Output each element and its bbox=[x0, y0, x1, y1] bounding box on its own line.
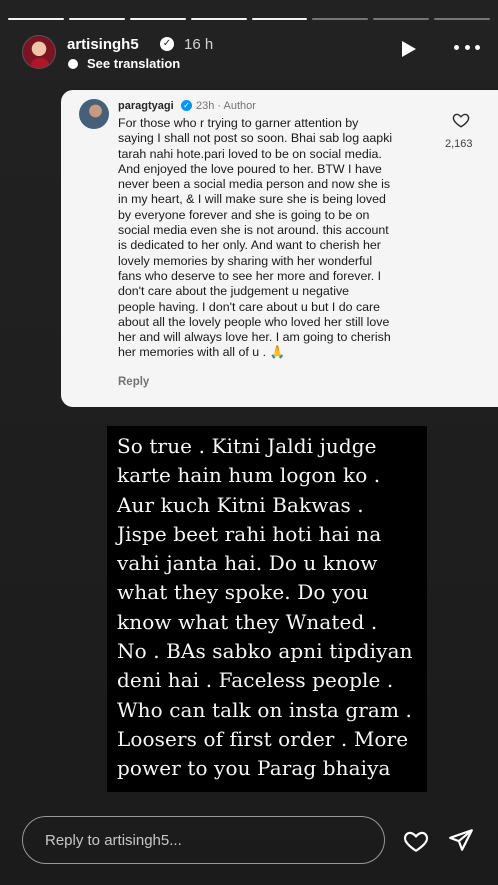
comment-line: is dedicated to her only. And want to cherish her bbox=[118, 238, 381, 253]
reply-input[interactable] bbox=[22, 816, 385, 864]
send-icon[interactable] bbox=[448, 827, 474, 853]
comment-line: her memories with all of u . 🙏 bbox=[118, 345, 285, 360]
quote-line: Who can talk on insta gram . bbox=[117, 697, 412, 722]
comment-line: And enjoyed the love poured to her. BTW I have bbox=[118, 161, 382, 176]
quote-line: Jispe beet rahi hoti hai na bbox=[117, 521, 382, 546]
comment-reply-button[interactable]: Reply bbox=[118, 376, 150, 388]
play-icon[interactable] bbox=[402, 41, 416, 57]
progress-segment bbox=[69, 18, 125, 20]
story-footer bbox=[0, 800, 498, 885]
quote-box bbox=[107, 426, 427, 792]
comment-line: people having. I don't care about u but I do care bbox=[118, 299, 381, 314]
comment-card bbox=[61, 90, 498, 407]
avatar[interactable] bbox=[22, 35, 56, 69]
comment-line: in my heart, & I will make sure she is being loved bbox=[118, 192, 386, 207]
comment-line: lovely memories by sharing with her wonderful bbox=[118, 253, 373, 268]
comment-avatar[interactable] bbox=[79, 99, 109, 129]
more-options-icon[interactable] bbox=[454, 45, 480, 53]
quote-line: Loosers of first order . More bbox=[117, 726, 409, 751]
quote-line: what they spoke. Do you bbox=[117, 580, 369, 605]
comment-line: her and will always love her. I am going to cherish bbox=[118, 330, 391, 345]
quote-line: vahi janta hai. Do u know bbox=[117, 551, 378, 576]
comment-line: don't care about the judgement u negative bbox=[118, 284, 350, 299]
comment-text bbox=[118, 116, 434, 361]
comment-line: tarah nahi hote.pari loved to be on social media. bbox=[118, 146, 382, 161]
quote-line: So true . Kitni Jaldi judge bbox=[117, 434, 377, 458]
verified-badge-icon: ✓ bbox=[160, 37, 174, 51]
comment-line: about all the lovely people who loved her still love bbox=[118, 314, 390, 329]
see-translation-link[interactable]: See translation bbox=[87, 56, 181, 71]
progress-segment bbox=[191, 18, 247, 20]
quote-text bbox=[117, 432, 427, 784]
comment-line: fans who deserve to see her more and forever. I bbox=[118, 268, 382, 283]
comment-like-icon[interactable] bbox=[452, 111, 470, 129]
progress-segment bbox=[312, 18, 368, 20]
verified-badge-icon: ✓ bbox=[181, 100, 192, 111]
story-header bbox=[22, 32, 480, 76]
comment-username[interactable]: paragtyagi bbox=[118, 100, 174, 112]
globe-icon bbox=[68, 59, 78, 69]
progress-segment bbox=[434, 18, 490, 20]
quote-line: karte hain hum logon ko . bbox=[117, 463, 381, 488]
comment-like-count: 2,163 bbox=[445, 138, 473, 150]
quote-line: deni hai . Faceless people . bbox=[117, 668, 394, 693]
comment-line: social media even she is not around. this account bbox=[118, 223, 389, 238]
progress-segment bbox=[130, 18, 186, 20]
progress-segment bbox=[8, 18, 64, 20]
comment-line: never been a social media person and now she is bbox=[118, 177, 391, 192]
heart-icon[interactable] bbox=[402, 828, 430, 854]
story-progress-bar bbox=[8, 18, 490, 20]
progress-segment bbox=[252, 18, 308, 20]
quote-line: know what they Wnated . bbox=[117, 609, 378, 634]
quote-line: power to you Parag bhaiya bbox=[117, 756, 391, 781]
comment-line: saying I shall not post so soon. Bhai sab log aapki bbox=[118, 131, 393, 146]
story-username[interactable]: artisingh5 bbox=[67, 36, 139, 53]
story-time: 16 h bbox=[184, 36, 214, 53]
comment-line: For those who r trying to garner attention by bbox=[118, 116, 359, 130]
progress-segment bbox=[373, 18, 429, 20]
comment-line: by everyone forever and she is going to be on bbox=[118, 207, 370, 222]
comment-meta: 23h · Author bbox=[196, 100, 256, 112]
quote-line: Aur kuch Kitni Bakwas . bbox=[117, 492, 364, 517]
quote-line: No . BAs sabko apni tipdiyan bbox=[117, 639, 413, 664]
